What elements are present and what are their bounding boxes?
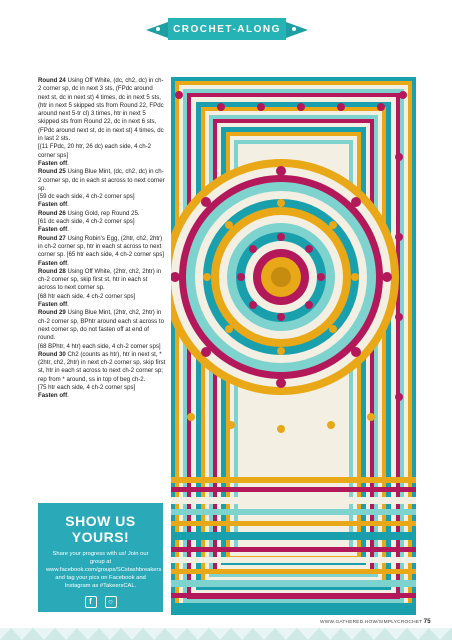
pattern-line-text: Using Gold, rep Round 25. [65,209,140,217]
section-banner [168,18,286,40]
pattern-line [38,309,166,342]
pattern-line [38,201,166,209]
page-number: 75 [423,619,431,625]
pattern-line-text: [68 htr each side, 4 ch-2 corner sps] [38,292,136,300]
pattern-line-label: Fasten off [38,259,68,267]
pattern-line-text: [59 dc each side, 4 ch-2 corner sps] [38,193,135,201]
pattern-line-text: . [67,301,69,309]
pattern-line [38,293,166,301]
pattern-line-text: . [67,201,69,209]
instagram-icon[interactable]: ○ [105,596,117,608]
pattern-line-label: Fasten off [38,226,68,234]
promo-text: Share your progress with us! Join our group at www.facebook.com/groups/SCstashbreakers and tag your pics on Facebook and Instagram as #TakeersCAL. [46,551,162,589]
page-footer [320,619,431,625]
pattern-line-text: Ch2 (counts as htr), htr in next st, *(2htr, ch2, 2htr) in next ch-2 corner sp, skip first st, htr in each st across to next ch-2 corner sp; rep from * around, ss in top of beg ch-2. [38,350,166,383]
pattern-line-text: [61 dc each side, 4 ch-2 corner sps] [38,218,135,226]
pattern-line-text: . [67,226,69,234]
pattern-line [38,193,166,201]
pattern-line [38,210,166,218]
pattern-line-label: Fasten off [38,201,68,209]
pattern-line-label: Round 29 [38,309,66,317]
pattern-line-text: Using Blue Mint, (2htr, ch2, 2htr) in ch-2 corner sp, BPhtr around each st across to next corner sp, do not fasten off at end of round. [38,309,164,342]
pattern-line-label: Round 28 [38,267,66,275]
pattern-line-label: Fasten off [38,159,68,167]
pattern-line-text: Using Robin's Egg, (2htr, ch2, 2htr) in ch-2 corner sp, htr in each st across to next corner sp. [65 htr each side, 4 ch-2 corner sps] [38,234,164,259]
pattern-line-text: . [67,392,69,400]
pattern-line-label: Round 26 [38,209,66,217]
pattern-instructions [38,77,166,401]
pattern-line-text: [(11 FPdc, 20 htr, 26 dc) each side, 4 ch-2 corner sps] [38,143,152,159]
pattern-line-text: Using Off White, (2htr, ch2, 2htr) in ch-2 corner sp, skip first st, htr in each st across to next corner sp. [38,267,162,292]
pattern-line [38,160,166,168]
show-us-yours-box [38,503,163,612]
pattern-line [38,77,166,143]
pattern-line [38,218,166,226]
banner-dot-left [156,27,160,31]
social-icons [38,596,163,608]
facebook-icon[interactable]: f [85,596,97,608]
pattern-line-text: Using Off White, (dc, ch2, dc) in ch-2 corner sp, dc in next 3 sts, (FPdc around next st, dc in next st) 4 times, dc in next 5 sts, (htr in next 5 skipped sts from Round 22, FPdc around next 5-tr cl) 3 times, htr in next 5 skipped sts from Round 22, dc in next 6 sts, (FPdc around next st, dc in next st) 4 times, dc in last 2 sts. [38,77,164,143]
pattern-line-text: Using Blue Mint, (dc, ch2, dc) in ch-2 corner sp, dc in each st across to next corner sp. [38,168,165,192]
pattern-line [38,392,166,400]
pattern-line-label: Round 27 [38,234,66,242]
pattern-line-label: Round 25 [38,168,66,176]
decorative-border [0,628,452,640]
pattern-line-label: Fasten off [38,301,68,309]
pattern-line-text: [75 htr each side, 4 ch-2 corner sps] [38,383,136,391]
pattern-line [38,226,166,234]
promo-title: SHOW US YOURS! [65,513,136,545]
pattern-line [38,168,166,193]
crochet-blanket-photo [171,77,416,615]
pattern-line-label: Round 30 [38,350,66,358]
pattern-line-label: Round 24 [38,77,66,84]
pattern-line [38,143,166,160]
banner-dot-right [292,27,296,31]
pattern-line-label: Fasten off [38,392,68,400]
pattern-line [38,268,166,293]
pattern-line-text: . [67,259,69,267]
pattern-line [38,260,166,268]
pattern-line [38,235,166,260]
pattern-line [38,343,166,351]
pattern-line-text: [68 BPhtr, 4 htr) each side, 4 ch-2 corner sps] [38,342,161,350]
pattern-line-text: . [67,159,69,167]
banner-ribbon-right [286,22,308,38]
pattern-line [38,384,166,392]
banner-title: CROCHET-ALONG [173,23,281,35]
pattern-line [38,351,166,384]
pattern-line [38,301,166,309]
footer-url[interactable]: WWW.GATHERED.HOW/SIMPLYCROCHET [320,620,423,625]
